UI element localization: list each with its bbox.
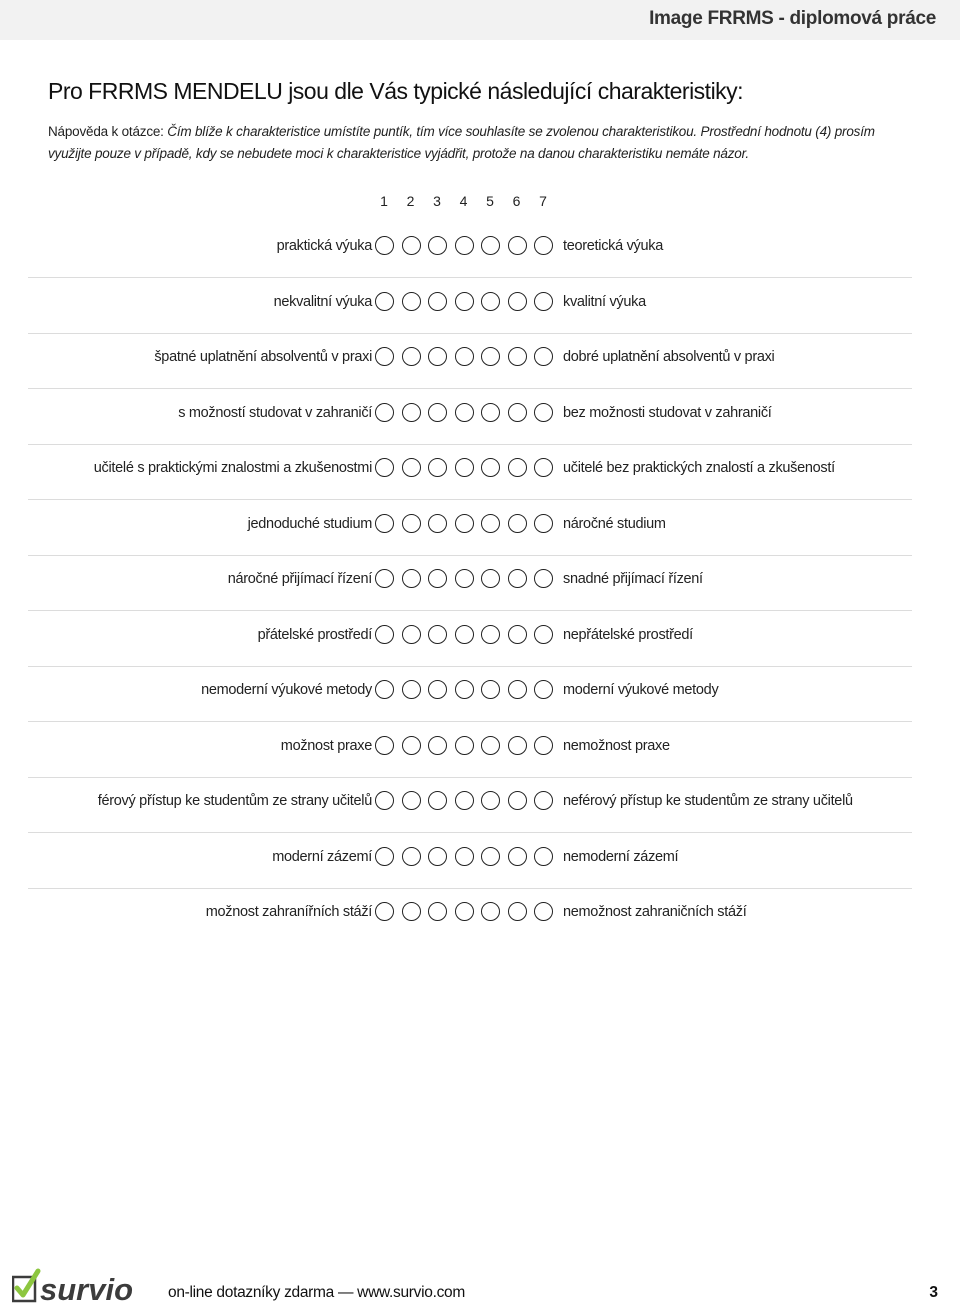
rating-radio-4[interactable] [455,514,474,533]
rating-radio-5[interactable] [481,902,500,921]
rating-radio-1[interactable] [375,403,394,422]
rating-radio-3[interactable] [428,458,447,477]
rating-radio-4[interactable] [455,292,474,311]
left-label: špatné uplatnění absolventů v praxi [154,349,372,365]
page-header [0,0,960,40]
right-label: snadné přijímací řízení [563,571,703,587]
left-label: náročné přijímací řízení [227,571,372,587]
rating-row [0,222,960,278]
hint-prefix: Nápověda k otázce: [48,124,168,139]
rating-radio-5[interactable] [481,236,500,255]
rating-row [0,722,960,778]
rating-radio-4[interactable] [455,625,474,644]
rating-radio-6[interactable] [508,403,527,422]
rating-radio-1[interactable] [375,902,394,921]
scale-label-3: 3 [433,193,441,209]
right-label: kvalitní výuka [563,293,646,310]
left-label: přátelské prostředí [257,626,372,643]
rating-radio-1[interactable] [375,347,394,366]
rating-radio-6[interactable] [508,902,527,921]
rating-row [0,555,960,611]
hint-text: Čím blíže k charakteristice umístíte puntík, tím více souhlasíte se zvolenou charakteristikou. Prostřední hodnotu (4) prosím využijte pouze v případě, kdy se nebudete moci k charakteristice vyjádřit, protože na danou charakteristiku nemáte názor. [48,124,875,161]
rating-radio-1[interactable] [375,514,394,533]
rating-radio-4[interactable] [455,680,474,699]
rating-radio-3[interactable] [428,514,447,533]
rating-radio-4[interactable] [455,847,474,866]
rating-radio-6[interactable] [508,236,527,255]
right-label: nemoderní zázemí [563,848,679,865]
survio-logo [12,1268,147,1304]
rating-radio-5[interactable] [481,514,500,533]
rating-radio-5[interactable] [481,347,500,366]
rating-row [0,888,960,944]
rating-radio-7[interactable] [534,736,553,755]
left-label: férový přístup ke studentům ze strany učitelů [97,793,372,809]
rating-radio-2[interactable] [402,680,421,699]
rating-radio-3[interactable] [428,625,447,644]
rating-radio-7[interactable] [534,292,553,311]
rating-row [0,833,960,889]
rating-radio-2[interactable] [402,236,421,255]
rating-radio-3[interactable] [428,736,447,755]
rating-radio-7[interactable] [534,625,553,644]
page-footer [0,1262,960,1305]
rating-radio-2[interactable] [402,514,421,533]
rating-radio-6[interactable] [508,514,527,533]
left-label: s možností studovat v zahraničí [178,404,372,421]
rating-radio-1[interactable] [375,236,394,255]
scale-label-1: 1 [380,193,388,209]
rating-radio-6[interactable] [508,736,527,755]
rating-radio-2[interactable] [402,902,421,921]
rating-row [0,611,960,667]
rating-row [0,389,960,445]
rating-radio-5[interactable] [481,292,500,311]
rating-radio-2[interactable] [402,736,421,755]
rating-radio-2[interactable] [402,347,421,366]
rating-radio-6[interactable] [508,292,527,311]
rating-radio-4[interactable] [455,569,474,588]
right-label: teoretická výuka [563,238,663,254]
rating-radio-3[interactable] [428,902,447,921]
rating-radio-2[interactable] [402,403,421,422]
question-title: Pro FRRMS MENDELU jsou dle Vás typické následující charakteristiky: [48,78,744,104]
question-hint [48,121,918,165]
rating-radio-6[interactable] [508,625,527,644]
scale-label-6: 6 [512,193,521,209]
right-label: nemožnost praxe [563,737,670,754]
rating-row [0,333,960,389]
left-label: praktická výuka [276,238,372,254]
rating-radio-2[interactable] [402,458,421,477]
rating-radio-7[interactable] [534,902,553,921]
rating-radio-5[interactable] [481,736,500,755]
scale-label-4: 4 [459,193,468,209]
rating-radio-2[interactable] [402,625,421,644]
left-label: nekvalitní výuka [273,293,372,310]
rating-radio-5[interactable] [481,847,500,866]
rating-radio-5[interactable] [481,403,500,422]
rating-radio-7[interactable] [534,569,553,588]
rating-radio-7[interactable] [534,680,553,699]
right-label: učitelé bez praktických znalostí a zkušeností [563,460,835,476]
left-label: nemoderní výukové metody [201,682,372,698]
footer-text: on-line dotazníky zdarma — www.survio.com [168,1284,465,1301]
rating-radio-3[interactable] [428,236,447,255]
rating-radio-4[interactable] [455,736,474,755]
rating-radio-3[interactable] [428,403,447,422]
rating-radio-7[interactable] [534,236,553,255]
rating-radio-5[interactable] [481,625,500,644]
rating-radio-7[interactable] [534,347,553,366]
rating-radio-5[interactable] [481,791,500,810]
rating-radio-3[interactable] [428,569,447,588]
rating-radio-7[interactable] [534,791,553,810]
left-label: učitelé s praktickými znalostmi a zkušenostmi [93,460,372,476]
rating-radio-1[interactable] [375,625,394,644]
rating-radio-5[interactable] [481,458,500,477]
scale-label-7: 7 [539,193,547,209]
right-label: nepřátelské prostředí [563,626,693,643]
rating-radio-7[interactable] [534,514,553,533]
rating-radio-1[interactable] [375,569,394,588]
right-label: nemožnost zahraničních stáží [563,904,747,920]
scale-label-2: 2 [406,193,415,209]
rating-radio-6[interactable] [508,458,527,477]
rating-radio-4[interactable] [455,791,474,810]
rating-radio-2[interactable] [402,292,421,311]
logo-wordmark: survio [40,1272,134,1304]
rating-row [0,777,960,833]
rating-radio-7[interactable] [534,403,553,422]
rating-radio-7[interactable] [534,847,553,866]
rating-radio-4[interactable] [455,458,474,477]
right-label: dobré uplatnění absolventů v praxi [563,349,775,365]
rating-row [0,444,960,500]
left-label: moderní zázemí [272,848,372,865]
rating-radio-1[interactable] [375,680,394,699]
page-number: 3 [929,1284,938,1301]
header-title: Image FRRMS - diplomová práce [649,8,936,29]
rating-radio-6[interactable] [508,847,527,866]
rating-row [0,278,960,334]
rating-radio-7[interactable] [534,458,553,477]
rating-row [0,666,960,722]
rating-radio-3[interactable] [428,680,447,699]
right-label: bez možnosti studovat v zahraničí [563,404,772,421]
rating-radio-3[interactable] [428,292,447,311]
rating-radio-1[interactable] [375,736,394,755]
rating-radio-6[interactable] [508,569,527,588]
rating-radio-2[interactable] [402,791,421,810]
rating-row [0,500,960,556]
rating-radio-5[interactable] [481,569,500,588]
rating-radio-3[interactable] [428,791,447,810]
left-label: možnost praxe [280,737,372,754]
rating-radio-3[interactable] [428,347,447,366]
rating-radio-6[interactable] [508,791,527,810]
right-label: moderní výukové metody [563,682,719,698]
right-label: neférový přístup ke studentům ze strany učitelů [563,793,853,809]
rating-radio-1[interactable] [375,292,394,311]
rating-radio-4[interactable] [455,347,474,366]
rating-radio-6[interactable] [508,680,527,699]
rating-radio-3[interactable] [428,847,447,866]
rating-radio-4[interactable] [455,902,474,921]
rating-radio-2[interactable] [402,569,421,588]
rating-radio-4[interactable] [455,236,474,255]
rating-radio-1[interactable] [375,458,394,477]
left-label: možnost zahranířních stáží [205,904,372,920]
rating-radio-2[interactable] [402,847,421,866]
rating-radio-4[interactable] [455,403,474,422]
rating-radio-1[interactable] [375,791,394,810]
rating-radio-1[interactable] [375,847,394,866]
rating-radio-6[interactable] [508,347,527,366]
left-label: jednoduché studium [247,515,372,532]
rating-radio-5[interactable] [481,680,500,699]
right-label: náročné studium [563,515,666,532]
scale-label-5: 5 [486,193,494,209]
